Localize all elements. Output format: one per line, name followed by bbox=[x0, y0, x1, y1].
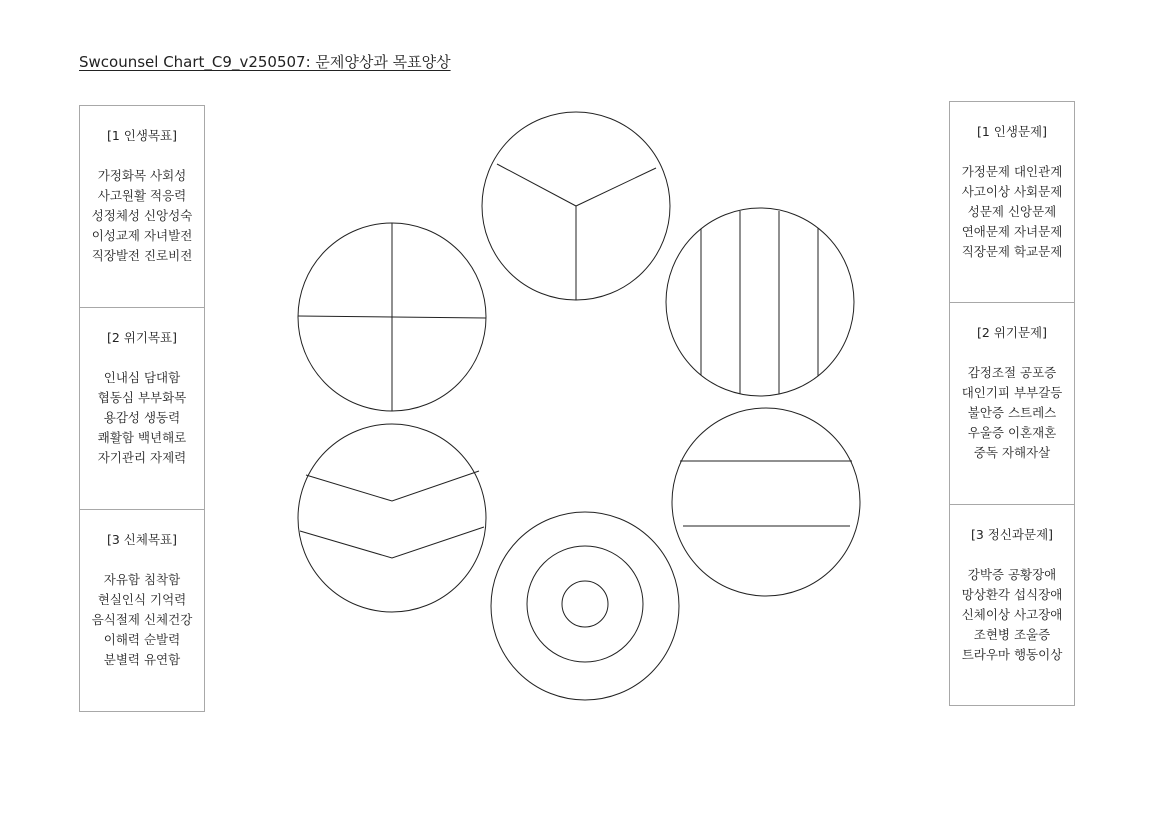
section-line: 우울증 이혼재혼 bbox=[967, 425, 1057, 441]
section-line: 사고원활 적응력 bbox=[97, 188, 187, 203]
section-line: 음식절제 신체건강 bbox=[91, 612, 193, 627]
section-line: 이해력 순발력 bbox=[103, 632, 181, 647]
section-line: 인내심 담대함 bbox=[103, 370, 181, 385]
section-heading: [3 신체목표] bbox=[107, 532, 177, 547]
section-line: 신체이상 사고장애 bbox=[961, 606, 1063, 622]
section-line: 직장발전 진로비전 bbox=[91, 248, 193, 263]
circle-concentric bbox=[491, 512, 679, 700]
section-line: 자기관리 자제력 bbox=[97, 450, 187, 465]
section-line: 직장문제 학교문제 bbox=[961, 244, 1063, 259]
section-line: 이성교제 자녀발전 bbox=[91, 228, 193, 243]
section-line: 사고이상 사회문제 bbox=[961, 184, 1063, 199]
inner-ring bbox=[527, 546, 643, 662]
section-line: 망상환각 섭식장애 bbox=[961, 586, 1063, 602]
sector-line bbox=[576, 168, 656, 206]
circle-three-sectors bbox=[482, 112, 670, 300]
section-line: 대인기피 부부갈등 bbox=[961, 385, 1063, 401]
section-line: 분별력 유연함 bbox=[103, 652, 181, 667]
section-line: 용감성 생동력 bbox=[103, 410, 181, 425]
section-heading: [3 정신과문제] bbox=[970, 526, 1054, 542]
circle-outline bbox=[298, 424, 486, 612]
section-heading: [1 인생목표] bbox=[107, 128, 177, 143]
section-line: 가정문제 대인관계 bbox=[961, 164, 1063, 179]
section-line: 중독 자해자살 bbox=[973, 445, 1051, 461]
circle-vertical-stripes bbox=[666, 208, 854, 396]
section-heading: [2 위기목표] bbox=[107, 330, 177, 345]
circle-quadrants bbox=[298, 223, 486, 411]
circle-horizontal-bands bbox=[672, 408, 860, 596]
section-line: 성문제 신앙문제 bbox=[967, 204, 1057, 219]
inner-core bbox=[562, 581, 608, 627]
circle-outline bbox=[672, 408, 860, 596]
section-line: 강박증 공황장애 bbox=[967, 566, 1057, 582]
section-line: 트라우마 행동이상 bbox=[961, 646, 1063, 662]
chevron-line bbox=[306, 471, 479, 501]
section-heading: [2 위기문제] bbox=[977, 325, 1047, 341]
circle-outline bbox=[491, 512, 679, 700]
section-line: 자유함 침착함 bbox=[103, 572, 181, 587]
chevron-line bbox=[300, 527, 484, 558]
section-line: 연애문제 자녀문제 bbox=[961, 224, 1063, 239]
section-line: 조현병 조울증 bbox=[973, 626, 1051, 642]
section-line: 불안증 스트레스 bbox=[967, 405, 1057, 421]
section-line: 현실인식 기억력 bbox=[97, 592, 187, 607]
circle-chevrons bbox=[298, 424, 486, 612]
section-line: 감정조절 공포증 bbox=[967, 365, 1057, 381]
section-line: 가정화목 사회성 bbox=[97, 168, 187, 183]
section-heading: [1 인생문제] bbox=[977, 124, 1047, 139]
page-title: Swcounsel Chart_C9_v250507: 문제양상과 목표양상 bbox=[79, 53, 451, 71]
sector-line bbox=[497, 164, 576, 206]
section-line: 쾌활함 백년해로 bbox=[97, 430, 187, 445]
section-line: 성정체성 신앙성숙 bbox=[91, 208, 193, 223]
circle-outline bbox=[666, 208, 854, 396]
section-line: 협동심 부부화목 bbox=[97, 390, 187, 405]
